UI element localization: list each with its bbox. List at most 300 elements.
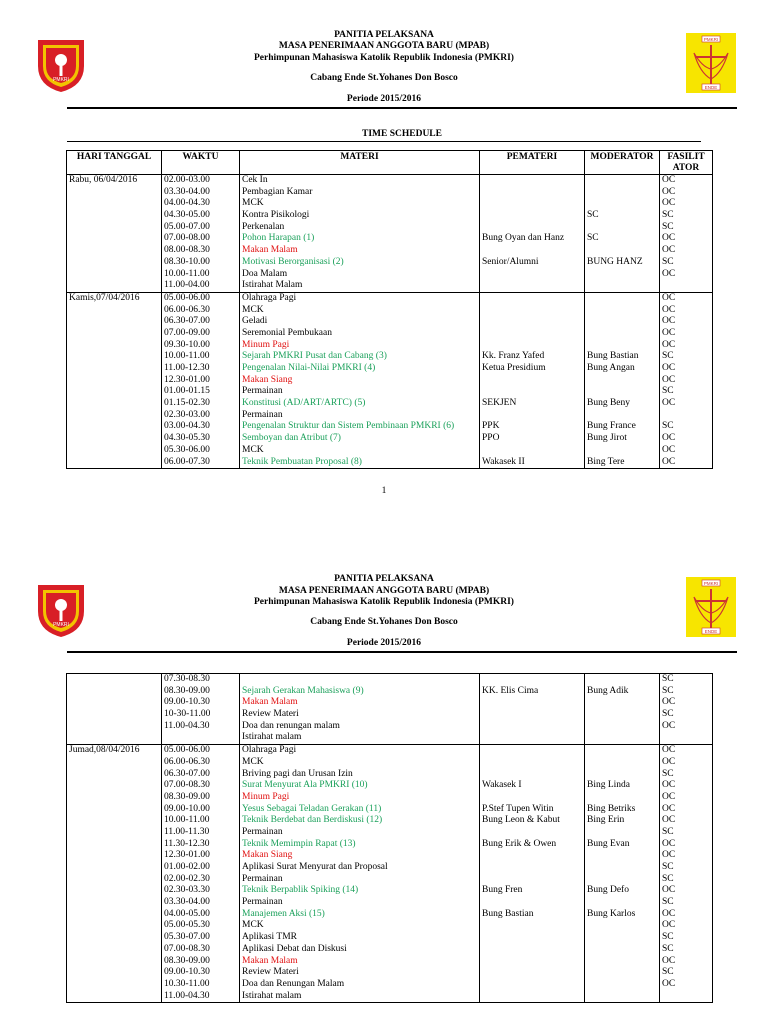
fasilitator-line: OC <box>662 444 676 455</box>
materi-line: Permainan <box>242 409 283 420</box>
fasilitator-line <box>662 410 710 422</box>
waktu-cell <box>162 745 240 1003</box>
fasilitator-line: OC <box>662 456 676 467</box>
waktu-line: 05.00-06.00 <box>164 292 210 303</box>
svg-text:PMKRI: PMKRI <box>53 622 69 628</box>
day-cell: Kamis,07/04/2016 <box>67 292 162 468</box>
moderator-line <box>587 979 657 991</box>
moderator-line <box>587 280 657 292</box>
moderator-line <box>587 386 657 398</box>
fasilitator-line: SC <box>662 210 674 221</box>
materi-line: Sejarah Gerakan Mahasiswa (9) <box>242 685 364 696</box>
moderator-line <box>587 410 657 422</box>
materi-line: MCK <box>242 198 264 209</box>
materi-line: Permainan <box>242 826 283 837</box>
materi-line: Makan Malam <box>242 245 298 256</box>
moderator-line <box>587 874 657 886</box>
fasilitator-line: SC <box>662 768 674 779</box>
table-row <box>67 745 713 1003</box>
materi-line: Minum Pagi <box>242 791 290 802</box>
header-rule <box>67 651 737 653</box>
materi-line: Yesus Sebagai Teladan Gerakan (11) <box>242 803 382 814</box>
waktu-line: 07.00-08.30 <box>164 780 210 791</box>
materi-line: Pengenalan Nilai-Nilai PMKRI (4) <box>242 363 376 373</box>
moderator-line: BUNG HANZ <box>587 256 643 267</box>
materi-line: Olahraga Pagi <box>242 292 297 303</box>
fasilitator-line: OC <box>662 433 676 444</box>
materi-cell <box>240 175 480 293</box>
page-number: 1 <box>381 486 387 496</box>
moderator-line <box>587 674 657 686</box>
fasilitator-line: SC <box>662 943 674 954</box>
fasilitator-line: OC <box>662 398 676 409</box>
fasilitator-line: OC <box>662 745 676 756</box>
fasilitator-line: OC <box>662 233 676 244</box>
waktu-line: 01.00-02.00 <box>164 862 210 872</box>
moderator-line <box>587 862 657 874</box>
waktu-line: 10.00-11.00 <box>164 268 210 279</box>
fasilitator-line: SC <box>662 386 674 397</box>
waktu-line: 08.30-10.00 <box>164 256 210 267</box>
col-materi: MATERI <box>240 151 480 175</box>
waktu-line: 02.00-03.00 <box>164 175 210 185</box>
waktu-line: 07.00-09.00 <box>164 327 210 338</box>
pemateri-line: PPK <box>482 421 500 432</box>
materi-cell <box>240 745 480 1003</box>
pemateri-line: Wakasek I <box>482 780 522 791</box>
header-line3: Perhimpunan Mahasiswa Katolik Republik Indonesia (PMKRI) <box>254 53 514 63</box>
moderator-line <box>587 732 657 744</box>
fasilitator-line <box>662 280 710 292</box>
fasilitator-line: OC <box>662 756 676 767</box>
fasilitator-line: SC <box>662 967 674 978</box>
fasilitator-line: OC <box>662 720 676 731</box>
waktu-line: 04.00-04.30 <box>164 198 210 209</box>
header-line1: PANITIA PELAKSANA <box>334 574 434 584</box>
waktu-line: 11.00-04.30 <box>164 990 210 1001</box>
materi-line: MCK <box>242 756 264 767</box>
pemateri-line <box>482 732 582 744</box>
materi-line: Review Materi <box>242 967 299 978</box>
pemateri-line <box>482 769 582 781</box>
waktu-line: 08.00-08.30 <box>164 245 210 256</box>
materi-line: Istirahat Malam <box>242 280 303 291</box>
fasilitator-line: OC <box>662 374 676 385</box>
pemateri-line: Senior/Alumni <box>482 256 539 267</box>
moderator-line <box>587 198 657 210</box>
pemateri-line <box>482 222 582 234</box>
moderator-line: Bung Adik <box>587 685 629 696</box>
moderator-line <box>587 697 657 709</box>
col-hari-tanggal: HARI TANGGAL <box>67 151 162 175</box>
moderator-line <box>587 245 657 257</box>
moderator-line: Bung France <box>587 421 636 432</box>
moderator-line <box>587 316 657 328</box>
moderator-line <box>587 375 657 387</box>
materi-line: Permainan <box>242 386 283 397</box>
moderator-line <box>587 944 657 956</box>
waktu-line: 05.30-06.00 <box>164 444 210 455</box>
materi-line: Teknik Pembuatan Proposal (8) <box>242 456 362 467</box>
materi-line: Minum Pagi <box>242 339 290 350</box>
materi-line: Briving pagi dan Urusan Izin <box>242 768 353 779</box>
moderator-line: Bing Tere <box>587 456 625 467</box>
fasilitator-cell <box>660 674 713 745</box>
moderator-line <box>587 175 657 187</box>
materi-line: Perkenalan <box>242 221 285 232</box>
pemateri-line: KK. Elis Cima <box>482 685 539 696</box>
pemateri-line <box>482 721 582 733</box>
fasilitator-line: SC <box>662 674 674 684</box>
fasilitator-line: OC <box>662 363 676 373</box>
pemateri-line <box>482 745 582 757</box>
waktu-line: 04.30-05.30 <box>164 433 210 444</box>
fasilitator-line: OC <box>662 304 676 315</box>
waktu-line: 09.00-10.00 <box>164 803 210 814</box>
waktu-line: 08.30-09.00 <box>164 955 210 966</box>
moderator-cell <box>585 175 660 293</box>
waktu-line: 08.30-09.00 <box>164 685 210 696</box>
fasilitator-line: OC <box>662 838 676 849</box>
fasilitator-line: OC <box>662 955 676 966</box>
materi-line: Makan Malam <box>242 955 298 966</box>
pemateri-line <box>482 175 582 187</box>
waktu-line: 06.30-07.00 <box>164 316 210 327</box>
waktu-line: 01.15-02.30 <box>164 398 210 409</box>
pemateri-line: Bung Oyan dan Hanz <box>482 233 565 244</box>
moderator-cell <box>585 292 660 468</box>
moderator-line <box>587 850 657 862</box>
pemateri-line <box>482 967 582 979</box>
waktu-line: 08.30-09.00 <box>164 791 210 802</box>
pemateri-line: Kk. Franz Yafed <box>482 351 545 362</box>
pemateri-line <box>482 827 582 839</box>
header-line2: MASA PENERIMAAN ANGGOTA BARU (MPAB) <box>278 41 490 51</box>
schedule-title-rule <box>67 141 701 142</box>
pemateri-cell <box>480 292 585 468</box>
fasilitator-line: OC <box>662 186 676 197</box>
header-line1: PANITIA PELAKSANA <box>334 30 434 40</box>
waktu-cell <box>162 292 240 468</box>
materi-line: Pembagian Kamar <box>242 186 313 197</box>
pemateri-line <box>482 410 582 422</box>
pemateri-line <box>482 269 582 281</box>
fasilitator-line: SC <box>662 873 674 884</box>
day-cell: Rabu, 06/04/2016 <box>67 175 162 293</box>
moderator-line <box>587 956 657 968</box>
waktu-line: 04.00-05.00 <box>164 908 210 919</box>
materi-line: Sejarah PMKRI Pusat dan Cabang (3) <box>242 351 387 362</box>
schedule-table-page1 <box>66 150 713 469</box>
pemateri-line: SEKJEN <box>482 398 517 409</box>
fasilitator-line: OC <box>662 850 676 861</box>
materi-line: MCK <box>242 444 264 455</box>
materi-line: Makan Malam <box>242 697 298 708</box>
waktu-line: 03.00-04.30 <box>164 421 210 432</box>
fasilitator-line: SC <box>662 897 674 908</box>
header-line2: MASA PENERIMAAN ANGGOTA BARU (MPAB) <box>278 586 490 596</box>
waktu-line: 06.00-07.30 <box>164 456 210 467</box>
materi-line: Geladi <box>242 316 268 327</box>
materi-cell <box>240 674 480 745</box>
materi-cell <box>240 292 480 468</box>
pemateri-line <box>482 674 582 686</box>
pmkri-ende-logo-icon <box>686 577 736 637</box>
table-row <box>67 175 713 293</box>
waktu-line <box>164 732 237 744</box>
header-rule <box>67 107 737 109</box>
waktu-line: 05.00-05.30 <box>164 920 210 931</box>
moderator-line <box>587 328 657 340</box>
waktu-line: 02.00-02.30 <box>164 873 210 884</box>
materi-line: Doa dan renungan malam <box>242 720 340 731</box>
header-line5: Periode 2015/2016 <box>346 638 422 648</box>
fasilitator-line: OC <box>662 268 676 279</box>
fasilitator-line: OC <box>662 978 676 989</box>
pemateri-line <box>482 340 582 352</box>
pemateri-line: Bung Bastian <box>482 908 534 919</box>
materi-line: Aplikasi Debat dan Diskusi <box>242 943 347 954</box>
pemateri-line: Bung Leon & Kabut <box>482 815 560 826</box>
moderator-line: SC <box>587 210 599 221</box>
pmkri-ende-logo-icon <box>686 33 736 93</box>
fasilitator-line: OC <box>662 245 676 256</box>
fasilitator-cell <box>660 175 713 293</box>
moderator-line <box>587 269 657 281</box>
table-row <box>67 674 713 745</box>
materi-line: Teknik Berpablik Spiking (14) <box>242 885 359 896</box>
fasilitator-line: OC <box>662 339 676 350</box>
col-waktu: WAKTU <box>162 151 240 175</box>
pemateri-line: P.Stef Tupen Witin <box>482 803 554 814</box>
materi-line: Semboyan dan Atribut (7) <box>242 433 341 444</box>
waktu-line: 10.00-11.00 <box>164 815 210 826</box>
day-cell: Jumad,08/04/2016 <box>67 745 162 1003</box>
moderator-line: Bung Jirot <box>587 433 627 444</box>
moderator-line <box>587 792 657 804</box>
waktu-line: 06.00-06.30 <box>164 756 210 767</box>
fasilitator-line: OC <box>662 697 676 708</box>
materi-line: Makan Siang <box>242 374 293 385</box>
waktu-line: 05.00-06.00 <box>164 745 210 756</box>
pemateri-line <box>482 245 582 257</box>
materi-line: Permainan <box>242 897 283 908</box>
pemateri-line <box>482 709 582 721</box>
materi-line <box>242 674 477 686</box>
fasilitator-cell <box>660 745 713 1003</box>
pemateri-line: Ketua Presidium <box>482 363 546 373</box>
materi-line: Motivasi Berorganisasi (2) <box>242 256 344 267</box>
materi-line: Teknik Berdebat dan Berdiskusi (12) <box>242 815 383 826</box>
header-line3: Perhimpunan Mahasiswa Katolik Republik Indonesia (PMKRI) <box>254 597 514 607</box>
moderator-line <box>587 445 657 457</box>
waktu-line: 10.30-11.00 <box>164 978 210 989</box>
waktu-line: 09.00-10.30 <box>164 967 210 978</box>
fasilitator-line: SC <box>662 685 674 696</box>
waktu-line: 11.00-04.00 <box>164 280 210 291</box>
fasilitator-cell <box>660 292 713 468</box>
waktu-line: 12.30-01.00 <box>164 374 210 385</box>
day-cell <box>67 674 162 745</box>
svg-text:ENDE: ENDE <box>704 629 718 634</box>
waktu-line: 09.30-10.00 <box>164 339 210 350</box>
materi-line: Seremonial Pembukaan <box>242 327 332 338</box>
fasilitator-line: SC <box>662 932 674 943</box>
fasilitator-line: OC <box>662 780 676 791</box>
moderator-line <box>587 932 657 944</box>
moderator-line <box>587 920 657 932</box>
materi-line: MCK <box>242 304 264 315</box>
pemateri-line <box>482 944 582 956</box>
pemateri-line <box>482 932 582 944</box>
moderator-line: Bung Karlos <box>587 908 636 919</box>
pemateri-line <box>482 198 582 210</box>
fasilitator-line: SC <box>662 709 674 720</box>
fasilitator-line: OC <box>662 791 676 802</box>
moderator-line <box>587 827 657 839</box>
waktu-line: 06.30-07.00 <box>164 768 210 779</box>
waktu-line: 07.30-08.30 <box>164 674 210 684</box>
materi-line: Permainan <box>242 873 283 884</box>
col-pemateri: PEMATERI <box>480 151 585 175</box>
waktu-line: 12.30-01.00 <box>164 850 210 861</box>
header-line4: Cabang Ende St.Yohanes Don Bosco <box>310 617 458 627</box>
fasilitator-line: OC <box>662 908 676 919</box>
waktu-line: 05.30-07.00 <box>164 932 210 943</box>
moderator-line <box>587 187 657 199</box>
moderator-line: Bung Defo <box>587 885 629 896</box>
waktu-cell <box>162 674 240 745</box>
waktu-line: 02.30-03.00 <box>164 409 210 420</box>
pemateri-line <box>482 757 582 769</box>
pemateri-line: Bung Erik & Owen <box>482 838 557 849</box>
pemateri-line <box>482 991 582 1003</box>
table-header-row <box>67 151 713 175</box>
fasilitator-line: OC <box>662 803 676 814</box>
pemateri-line <box>482 874 582 886</box>
materi-line: Kontra Pisikologi <box>242 210 310 221</box>
pemateri-line <box>482 386 582 398</box>
waktu-line: 04.30-05.00 <box>164 210 210 221</box>
pemateri-cell <box>480 175 585 293</box>
materi-line: Makan Siang <box>242 850 293 861</box>
fasilitator-line <box>662 732 710 744</box>
moderator-line: Bing Betriks <box>587 803 636 814</box>
col-fasilitator: FASILIT ATOR <box>660 151 713 175</box>
waktu-line: 10-30-11.00 <box>164 709 211 720</box>
fasilitator-line: OC <box>662 316 676 327</box>
moderator-line <box>587 967 657 979</box>
pemateri-line <box>482 850 582 862</box>
header-line5: Periode 2015/2016 <box>346 94 422 104</box>
header-line4: Cabang Ende St.Yohanes Don Bosco <box>310 73 458 83</box>
waktu-line: 10.00-11.00 <box>164 351 210 362</box>
moderator-line <box>587 897 657 909</box>
materi-line: Olahraga Pagi <box>242 745 297 756</box>
moderator-line: Bing Linda <box>587 780 631 791</box>
materi-line: Teknik Memimpin Rapat (13) <box>242 838 356 849</box>
materi-line: Aplikasi Surat Menyurat dan Proposal <box>242 862 388 872</box>
materi-line: Cek In <box>242 175 268 185</box>
waktu-line: 03.30-04.00 <box>164 186 210 197</box>
fasilitator-line: OC <box>662 815 676 826</box>
fasilitator-line: SC <box>662 221 674 232</box>
pemateri-line: Bung Fren <box>482 885 523 896</box>
pemateri-cell <box>480 745 585 1003</box>
materi-line: Istirahat malam <box>242 990 302 1001</box>
fasilitator-line: OC <box>662 198 676 209</box>
waktu-line: 07.00-08.30 <box>164 943 210 954</box>
moderator-line <box>587 769 657 781</box>
moderator-line <box>587 222 657 234</box>
pemateri-line <box>482 445 582 457</box>
waktu-line: 03.30-04.00 <box>164 897 210 908</box>
pemateri-line <box>482 956 582 968</box>
fasilitator-line: SC <box>662 351 674 362</box>
fasilitator-line: SC <box>662 862 674 872</box>
materi-line: Manajemen Aksi (15) <box>242 908 325 919</box>
materi-line: MCK <box>242 920 264 931</box>
pemateri-line <box>482 792 582 804</box>
moderator-line: Bung Angan <box>587 363 635 373</box>
waktu-line: 11.00-12.30 <box>164 363 210 373</box>
waktu-cell <box>162 175 240 293</box>
svg-text:PMKRI: PMKRI <box>53 77 69 83</box>
waktu-line: 02.30-03.30 <box>164 885 210 896</box>
materi-line: Istirahat malam <box>242 732 302 743</box>
fasilitator-line: SC <box>662 256 674 267</box>
pemateri-line <box>482 293 582 305</box>
waktu-line: 11.30-12.30 <box>164 838 210 849</box>
fasilitator-line: OC <box>662 175 676 185</box>
moderator-line: SC <box>587 233 599 244</box>
table-row <box>67 292 713 468</box>
materi-line: Surat Menyurat Ala PMKRI (10) <box>242 780 368 791</box>
pemateri-line <box>482 187 582 199</box>
pemateri-line <box>482 305 582 317</box>
pemateri-line: PPO <box>482 433 500 444</box>
moderator-line <box>587 340 657 352</box>
materi-line: Doa Malam <box>242 268 288 279</box>
moderator-line: Bing Erin <box>587 815 625 826</box>
moderator-line <box>587 293 657 305</box>
moderator-line <box>587 709 657 721</box>
pemateri-line <box>482 979 582 991</box>
svg-text:ENDE: ENDE <box>704 85 718 90</box>
moderator-line: Bung Beny <box>587 398 631 409</box>
materi-line: Pohon Harapan (1) <box>242 233 315 244</box>
waktu-line: 05.00-07.00 <box>164 221 210 232</box>
svg-text:PMKRI: PMKRI <box>703 37 719 42</box>
waktu-line: 07.00-08.00 <box>164 233 210 244</box>
pemateri-line <box>482 375 582 387</box>
pemateri-line <box>482 280 582 292</box>
fasilitator-line <box>662 991 710 1003</box>
pemateri-line <box>482 920 582 932</box>
materi-line: Review Materi <box>242 709 299 720</box>
fasilitator-line: OC <box>662 292 676 303</box>
fasilitator-line: OC <box>662 885 676 896</box>
schedule-title: TIME SCHEDULE <box>362 129 442 139</box>
moderator-cell <box>585 745 660 1003</box>
schedule-table-page2 <box>66 673 713 1003</box>
waktu-line: 09.00-10.30 <box>164 697 210 708</box>
pemateri-line <box>482 316 582 328</box>
svg-text:PMKRI: PMKRI <box>703 581 719 586</box>
pemateri-line <box>482 697 582 709</box>
col-moderator: MODERATOR <box>585 151 660 175</box>
pemateri-line <box>482 210 582 222</box>
